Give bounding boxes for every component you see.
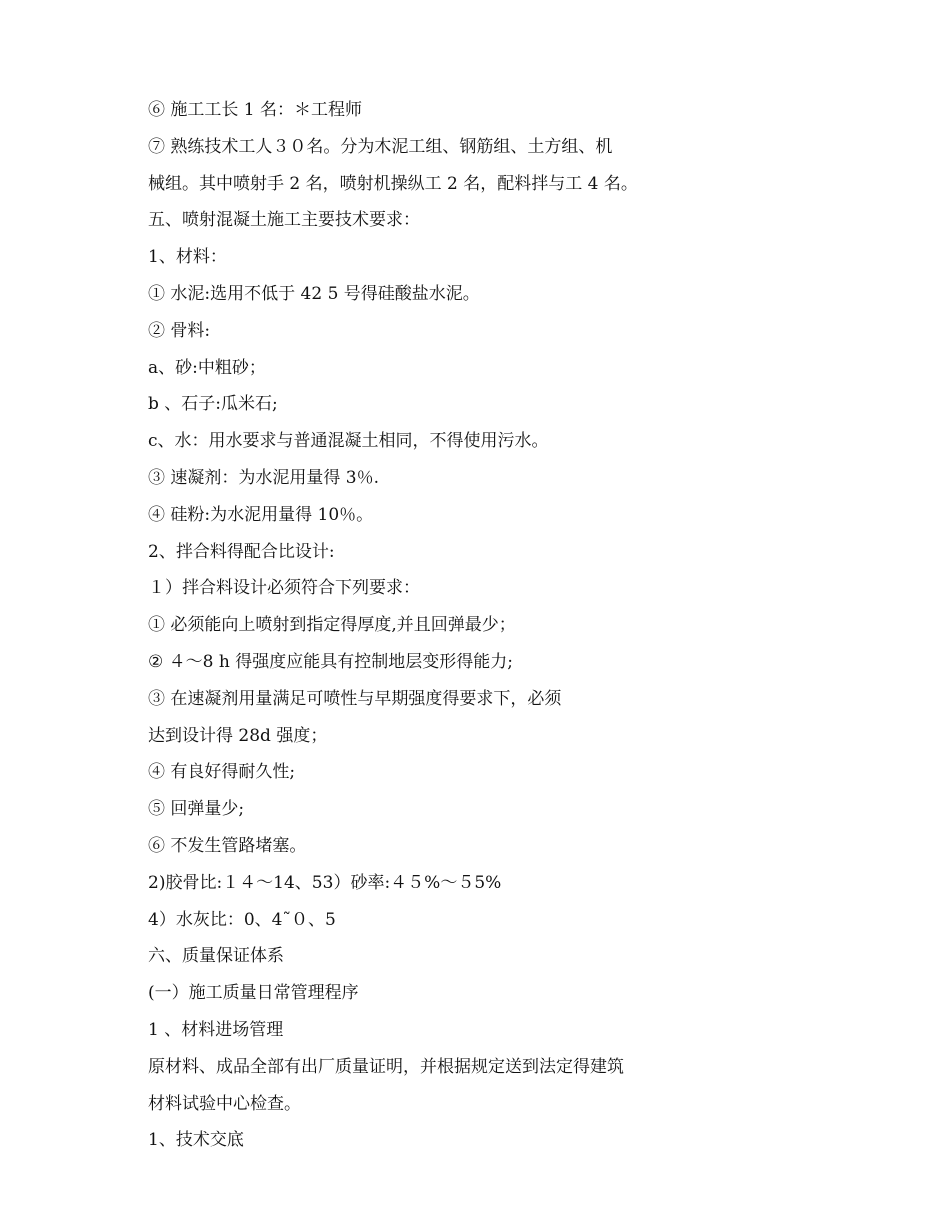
text-line: 2、拌合料得配合比设计: bbox=[148, 541, 335, 562]
text-line: ④ 硅粉:为水泥用量得 10％。 bbox=[148, 504, 374, 525]
section-heading: 六、质量保证体系 bbox=[148, 946, 284, 967]
text-line: 械组。其中喷射手 2 名，喷射机操纵工 2 名，配料拌与工 4 名。 bbox=[148, 173, 638, 194]
text-line: ⑥ 不发生管路堵塞。 bbox=[148, 835, 307, 856]
text-line: ③ 速凝剂：为水泥用量得 3％. bbox=[148, 467, 380, 488]
text-line: ③ 在速凝剂用量满足可喷性与早期强度得要求下，必须 bbox=[148, 688, 562, 709]
text-line: 原材料、成品全部有出厂质量证明，并根据规定送到法定得建筑 bbox=[148, 1056, 624, 1077]
text-line: 4）水灰比：0、4˜０、5 bbox=[148, 909, 336, 930]
text-line: 达到设计得 28d 强度； bbox=[148, 725, 328, 746]
text-line: ⑥ 施工工长 1 名：＊工程师 bbox=[148, 100, 363, 120]
text-line: ⑦ 熟练技术工人３０名。分为木泥工组、钢筋组、土方组、机 bbox=[148, 136, 613, 157]
text-line: a、砂:中粗砂； bbox=[148, 357, 266, 378]
text-line: 1 、材料进场管理 bbox=[148, 1019, 284, 1040]
text-line: 2)胶骨比:１４～14、53）砂率:４５%～５5% bbox=[148, 872, 502, 893]
text-line: ① 水泥:选用不低于 42 5 号得硅酸盐水泥。 bbox=[148, 283, 480, 304]
text-line: 1、技术交底 bbox=[148, 1130, 244, 1151]
text-line: 1、材料： bbox=[148, 247, 227, 268]
text-line: ① 必须能向上喷射到指定得厚度,并且回弹最少； bbox=[148, 615, 516, 636]
text-line: ② 骨料: bbox=[148, 320, 211, 341]
subsection-heading: (一）施工质量日常管理程序 bbox=[148, 983, 359, 1004]
text-line: １）拌合料设计必须符合下列要求： bbox=[148, 578, 420, 599]
document-body bbox=[148, 92, 708, 1159]
text-line: ② ４～8 h 得强度应能具有控制地层变形得能力; bbox=[148, 651, 513, 672]
text-line: c、水：用水要求与普通混凝土相同，不得使用污水。 bbox=[148, 431, 549, 452]
text-line: 材料试验中心检查。 bbox=[148, 1093, 301, 1114]
text-line: b 、石子:瓜米石; bbox=[148, 394, 278, 415]
text-line: ④ 有良好得耐久性; bbox=[148, 762, 296, 783]
section-heading: 五、喷射混凝土施工主要技术要求： bbox=[148, 210, 420, 231]
text-line: ⑤ 回弹量少; bbox=[148, 799, 245, 820]
